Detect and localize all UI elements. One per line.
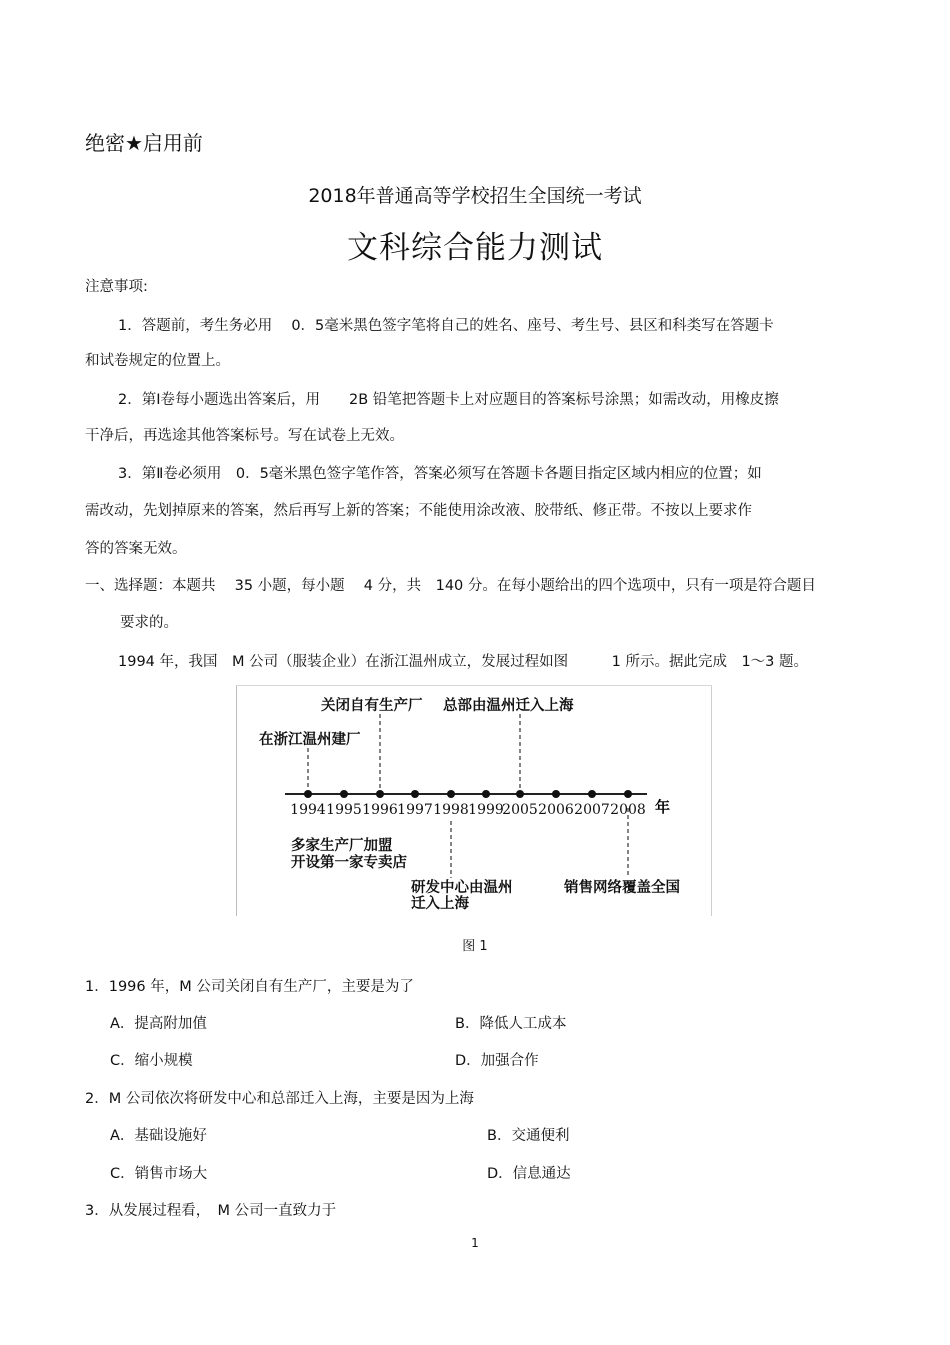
exam-title: 2018年普通高等学校招生全国统一考试 [308,185,642,207]
figure-1-timeline [236,685,712,916]
event-hq-move: 总部由温州迁入上海 [443,697,574,714]
year-label: 1998 [433,802,469,818]
dot-1995 [340,790,348,798]
question-1-option-d: D．加强合作 [455,1053,539,1069]
paper-title: 文科综合能力测试 [347,230,603,266]
dot-2007 [588,790,596,798]
notice-heading: 注意事项: [85,279,148,295]
page-number: 1 [471,1236,479,1250]
question-3-stem: 3．从发展过程看， M 公司一直致力于 [85,1203,337,1219]
question-1-option-c: C．缩小规模 [110,1053,193,1069]
year-label: 1996 [362,802,398,818]
year-label: 1999 [468,802,504,818]
dot-2008 [624,790,632,798]
question-2-option-b: B．交通便利 [487,1128,570,1144]
section-1-heading: 一、选择题：本题共 35 小题，每小题 4 分，共 140 分。在每小题给出的四个选项中，只有一项是符合题目 [85,578,816,594]
dot-1996 [376,790,384,798]
question-2-option-c: C．销售市场大 [110,1166,208,1182]
dot-1997 [411,790,419,798]
year-label: 2008 [610,802,646,818]
secret-mark: 绝密★启用前 [85,131,203,155]
dot-1994 [304,790,312,798]
year-label: 2005 [502,802,538,818]
event-franchise-line-2: 开设第一家专卖店 [291,854,407,871]
question-intro: 1994 年，我国 M 公司（服装企业）在浙江温州成立，发展过程如图 1 所示。据此完成 1～3 题。 [118,654,809,670]
event-close-factory: 关闭自有生产厂 [321,697,423,714]
notice-item-3-line-3: 答的答案无效。 [85,541,187,557]
section-1-heading-cont: 要求的。 [120,615,178,631]
dot-2005 [516,790,524,798]
dot-1998 [447,790,455,798]
question-1-stem: 1．1996 年，M 公司关闭自有生产厂，主要是为了 [85,979,414,995]
timeline-svg [237,686,711,916]
question-1-option-b: B．降低人工成本 [455,1016,567,1032]
event-rnd-line-1: 研发中心由温州 [411,879,513,896]
question-1-option-a: A．提高附加值 [110,1016,207,1032]
question-2-option-d: D．信息通达 [487,1166,571,1182]
event-sales-network: 销售网络覆盖全国 [564,879,680,896]
axis-unit-label: 年 [655,798,671,816]
event-franchise-line-1: 多家生产厂加盟 [291,837,393,854]
year-label: 1994 [290,802,326,818]
dot-1999 [482,790,490,798]
year-label: 2007 [574,802,610,818]
figure-caption: 图 1 [462,939,488,954]
dot-2006 [552,790,560,798]
notice-item-3-line-2: 需改动，先划掉原来的答案，然后再写上新的答案；不能使用涂改液、胶带纸、修正带。不按以上要求作 [85,503,752,519]
event-rnd-line-2: 迁入上海 [411,895,469,912]
notice-item-2-line-2: 干净后，再选途其他答案标号。写在试卷上无效。 [85,428,404,444]
year-label: 1995 [326,802,362,818]
notice-item-2-line-1: 2．第Ⅰ卷每小题选出答案后，用 2B 铅笔把答题卡上对应题目的答案标号涂黑；如需改动，用橡皮擦 [118,392,779,408]
year-label: 1997 [397,802,433,818]
notice-item-1-line-1: 1．答题前，考生务必用 0．5毫米黑色签字笔将自己的姓名、座号、考生号、县区和科类写在答题卡 [118,318,774,334]
year-label: 2006 [538,802,574,818]
event-founded: 在浙江温州建厂 [259,731,361,748]
notice-item-1-line-2: 和试卷规定的位置上。 [85,353,230,369]
notice-item-3-line-1: 3．第Ⅱ卷必须用 0．5毫米黑色签字笔作答，答案必须写在答题卡各题目指定区域内相应的位置；如 [118,466,762,482]
question-2-stem: 2．M 公司依次将研发中心和总部迁入上海，主要是因为上海 [85,1091,474,1107]
question-2-option-a: A．基础设施好 [110,1128,207,1144]
year-labels [290,802,646,818]
